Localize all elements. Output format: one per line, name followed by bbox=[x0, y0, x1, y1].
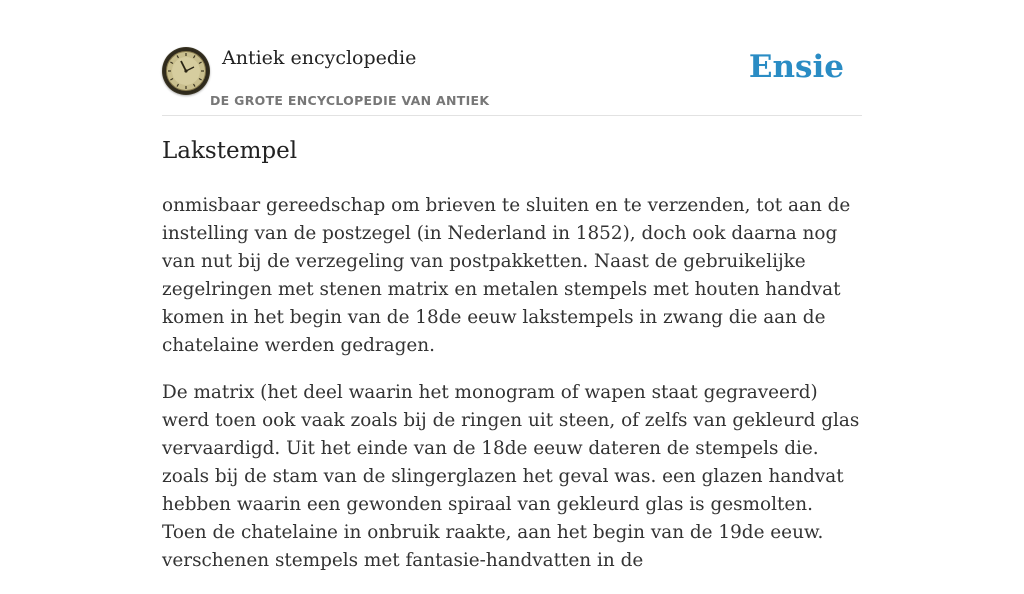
site-title[interactable]: Antiek encyclopedie bbox=[222, 47, 417, 69]
clock-icon[interactable] bbox=[162, 47, 210, 95]
article-paragraph: onmisbaar gereedschap om brieven te sluiten en te verzenden, tot aan de instelling van de postzegel (in Nederland in 1852), doch ook daarna nog van nut bij de verzegeling van postpakketten. Naast de gebruikelijke zegelringen met stenen matrix en metalen stempels met houten handvat komen in het begin van de 18de eeuw lakstempels in zwang die aan de chatelaine werden gedragen. bbox=[162, 195, 851, 356]
page-title: Lakstempel bbox=[162, 138, 298, 164]
brand-logo-link[interactable]: Ensie bbox=[748, 49, 844, 85]
article-body bbox=[162, 192, 862, 594]
site-header bbox=[162, 44, 862, 116]
article-paragraph: De matrix (het deel waarin het monogram of wapen staat gegraveerd) werd toen ook vaak zoals bij de ringen uit steen, of zelfs van gekleurd glas vervaardigd. Uit het einde van de 18de eeuw dateren de stempels die. zoals bij de stam van de slingerglazen het geval was. een glazen handvat hebben waarin een gewonden spiraal van gekleurd glas is gesmolten. Toen de chatelaine in onbruik raakte, aan het begin van de 19de eeuw. verschenen stempels met fantasie-handvatten in de bbox=[162, 382, 860, 571]
site-subtitle: DE GROTE ENCYCLOPEDIE VAN ANTIEK bbox=[210, 93, 490, 108]
